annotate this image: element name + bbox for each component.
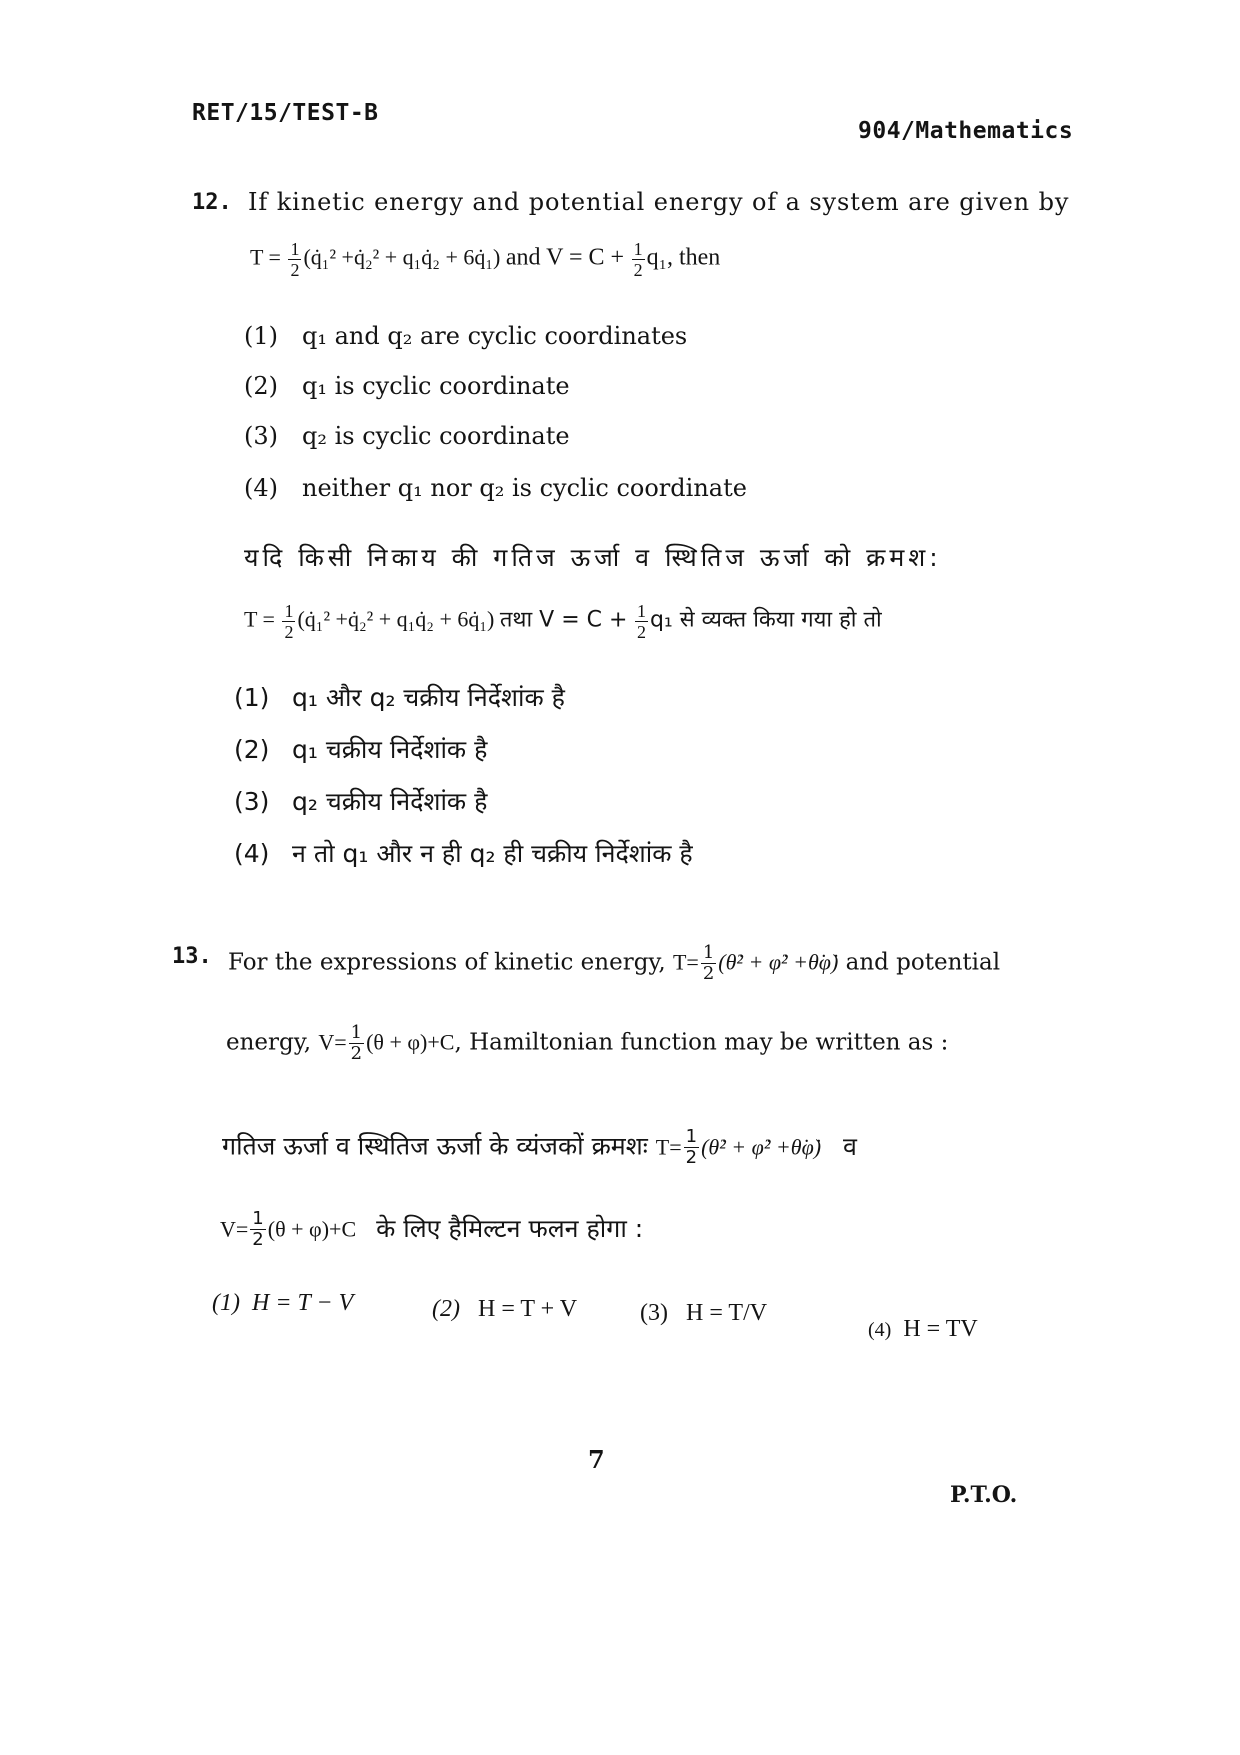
fraction-half: $\frac{1}{2}$ xyxy=(685,1126,698,1168)
question-13-hindi-line2: V= $\frac{1}{2}$ (θ + φ)+C के लिए हैमिल्टन फलन होगा : xyxy=(220,1208,644,1250)
fraction-half: $\frac{1}{2}$ xyxy=(702,942,715,984)
question-13-number: 13. xyxy=(172,944,212,969)
option-en-3: (3) q₂ is cyclic coordinate xyxy=(244,422,570,450)
page-number: 7 xyxy=(588,1445,605,1474)
option-en-4: (4) neither q₁ nor q₂ is cyclic coordinate xyxy=(244,474,747,502)
option-hi-4: (4) न तो q₁ और न ही q₂ ही चक्रीय निर्देशांक है xyxy=(234,839,693,868)
option-en-2: (2) q₁ is cyclic coordinate xyxy=(244,372,570,400)
question-12-stem: If kinetic energy and potential energy of a system are given by xyxy=(248,188,1070,216)
fraction-half: $\frac{1}{2}$ xyxy=(290,239,300,280)
question-12-equation xyxy=(250,240,720,279)
option-en-1: (1) q₁ and q₂ are cyclic coordinates xyxy=(244,322,688,350)
question-13-option-4: (4) H = TV xyxy=(868,1316,978,1342)
question-13-line1: For the expressions of kinetic energy, T= $\frac{1}{2}$ (θ̇² + φ̇² +θ̇φ̇) and potential xyxy=(228,942,1001,984)
please-turn-over: P.T.O. xyxy=(950,1482,1018,1508)
header-subject: 904/Mathematics xyxy=(858,118,1074,144)
question-13-option-1: (1) H = T − V xyxy=(212,1290,354,1316)
question-12-number: 12. xyxy=(192,190,232,215)
question-13-line2: energy, V= $\frac{1}{2}$ (θ + φ)+C, Hamiltonian function may be written as : xyxy=(226,1022,949,1064)
question-12-stem-hindi: यदि किसी निकाय की गतिज ऊर्जा व स्थितिज ऊर्जा को क्रमश: xyxy=(244,543,942,572)
option-hi-3: (3) q₂ चक्रीय निर्देशांक है xyxy=(234,787,488,816)
fraction-half: $\frac{1}{2}$ xyxy=(252,1208,264,1250)
question-13-option-2: (2) H = T + V xyxy=(432,1296,578,1322)
option-hi-1: (1) q₁ और q₂ चक्रीय निर्देशांक है xyxy=(234,683,565,712)
fraction-half: $\frac{1}{2}$ xyxy=(284,601,294,642)
header-exam-code: RET/15/TEST-B xyxy=(192,100,379,126)
question-13-option-3: (3) H = T/V xyxy=(640,1300,768,1326)
option-hi-2: (2) q₁ चक्रीय निर्देशांक है xyxy=(234,735,488,764)
fraction-half: $\frac{1}{2}$ xyxy=(633,239,643,280)
eq-and-v: and V = C + xyxy=(505,244,625,271)
fraction-half: $\frac{1}{2}$ xyxy=(350,1022,363,1064)
eq-t-body: (q̇₁² +q̇₂² + q₁q̇₂ + 6q̇₁) xyxy=(303,244,501,270)
fraction-half: $\frac{1}{2}$ xyxy=(636,601,646,642)
question-12-equation-hindi: T = $\frac{1}{2}$ (q̇₁² +q̇₂² + q₁q̇₂ + 6q̇₁) तथा V = C + $\frac{1}{2}$ q₁ से व्यक्त किया गया हो तो xyxy=(244,601,882,642)
question-13-hindi-line1: गतिज ऊर्जा व स्थितिज ऊर्जा के व्यंजकों क्रमशः T= $\frac{1}{2}$ (θ̇² + φ̇² +θ̇φ̇) व xyxy=(222,1126,857,1168)
eq-v-body: q₁, then xyxy=(646,244,721,271)
eq-t-prefix: T = xyxy=(250,244,281,270)
